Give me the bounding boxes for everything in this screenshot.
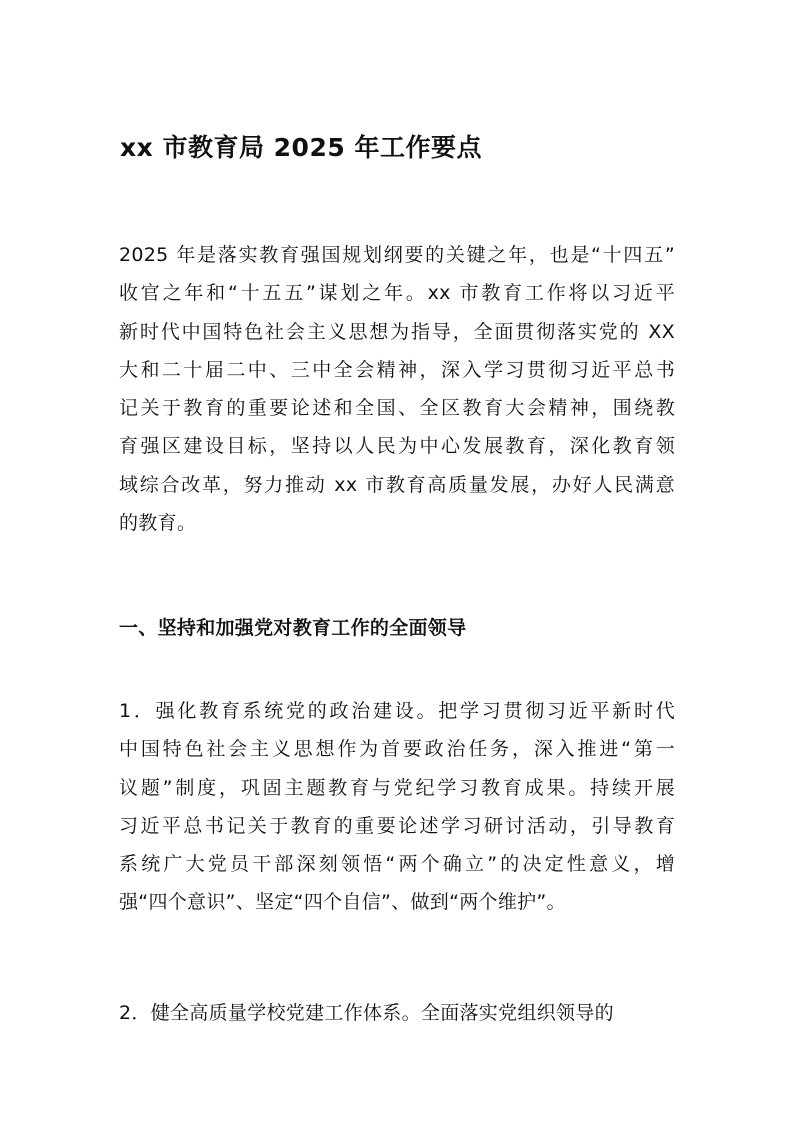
text-line: 大和二十届二中、三中全会精神，深入学习贯彻习近平总书: [119, 358, 675, 381]
text-line: 系统广大党员干部深刻领悟“两个确立”的决定性意义，增: [119, 853, 675, 876]
text-line: 强“四个意识”、坚定“四个自信”、做到“两个维护”。: [119, 891, 566, 914]
text-line: 育强区建设目标，坚持以人民为中心发展教育，深化教育领: [119, 435, 675, 458]
text-line: 域综合改革，努力推动 xx 市教育高质量发展，办好人民满意: [119, 473, 675, 496]
section-heading: 一、坚持和加强党对教育工作的全面领导: [119, 617, 467, 639]
text-line: 收官之年和“十五五”谋划之年。xx 市教育工作将以习近平: [119, 282, 675, 305]
text-line: 习近平总书记关于教育的重要论述学习研讨活动，引导教育: [119, 814, 675, 837]
item-1-paragraph: [119, 692, 675, 922]
intro-paragraph: [119, 236, 675, 542]
text-line: 议题”制度，巩固主题教育与党纪学习教育成果。持续开展: [119, 776, 675, 799]
document-title: xx 市教育局 2025 年工作要点: [120, 133, 482, 162]
item-2-paragraph: [119, 994, 675, 1032]
text-line: 新时代中国特色社会主义思想为指导，全面贯彻落实党的 XX: [119, 320, 675, 343]
text-line: 记关于教育的重要论述和全国、全区教育大会精神，围绕教: [119, 397, 675, 420]
text-line: 1．强化教育系统党的政治建设。把学习贯彻习近平新时代: [119, 700, 675, 722]
text-line: 的教育。: [119, 512, 197, 535]
text-line: 2025 年是落实教育强国规划纲要的关键之年，也是“十四五”: [119, 244, 675, 266]
text-line: 中国特色社会主义思想作为首要政治任务，深入推进“第一: [119, 738, 675, 761]
text-line: 2．健全高质量学校党建工作体系。全面落实党组织领导的: [119, 1002, 614, 1024]
